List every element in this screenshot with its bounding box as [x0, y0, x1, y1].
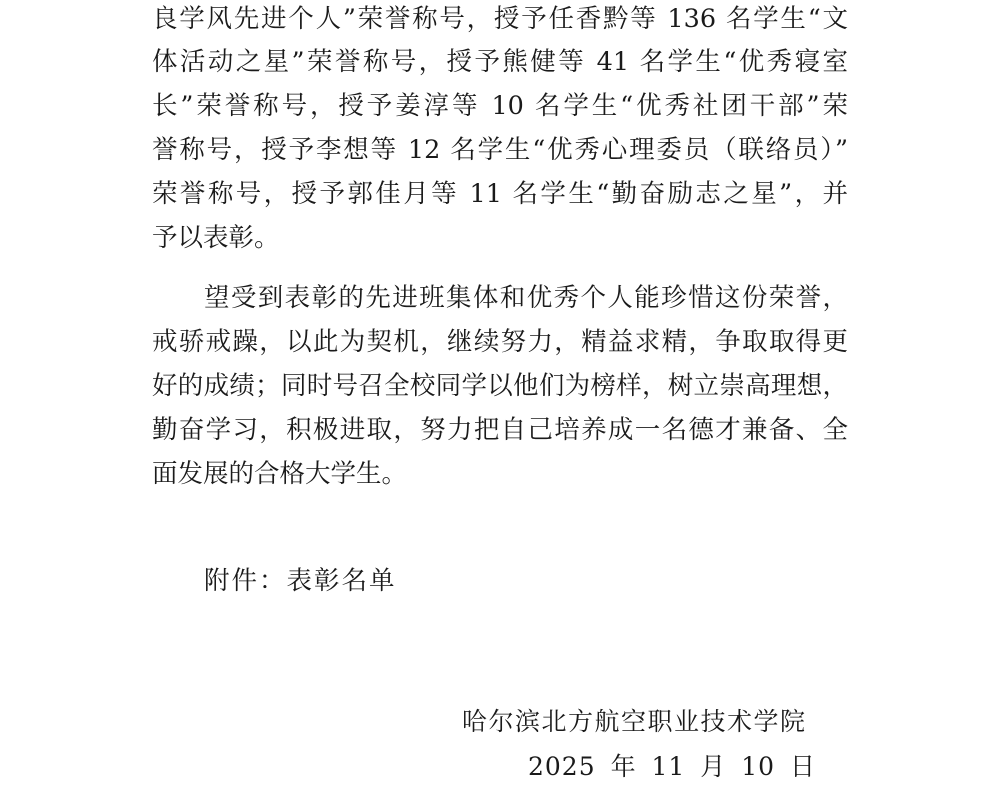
- paragraph-line: 誉称号，授予李想等 12 名学生“优秀心理委员（联络员）”: [152, 135, 848, 165]
- attachment-note: 附件：表彰名单: [204, 566, 397, 596]
- signature-organization: 哈尔滨北方航空职业技术学院: [462, 707, 807, 736]
- paragraph-line: 体活动之星”荣誉称号，授予熊健等 41 名学生“优秀寝室: [152, 47, 848, 77]
- paragraph-line: 戒骄戒躁，以此为契机，继续努力，精益求精，争取取得更: [152, 327, 848, 357]
- paragraph-line: 望受到表彰的先进班集体和优秀个人能珍惜这份荣誉，: [204, 283, 848, 313]
- paragraph-line: 良学风先进个人”荣誉称号，授予任香黔等 136 名学生“文: [152, 4, 848, 34]
- paragraph-line: 予以表彰。: [152, 223, 280, 253]
- paragraph-line: 面发展的合格大学生。: [152, 459, 408, 489]
- paragraph-line: 长”荣誉称号，授予姜淳等 10 名学生“优秀社团干部”荣: [152, 91, 848, 121]
- signature-date: 2025 年 11 月 10 日: [528, 752, 816, 781]
- paragraph-line: 勤奋学习，积极进取，努力把自己培养成一名德才兼备、全: [152, 415, 848, 445]
- paragraph-line: 荣誉称号，授予郭佳月等 11 名学生“勤奋励志之星”，并: [152, 179, 848, 209]
- paragraph-line: 好的成绩；同时号召全校同学以他们为榜样，树立崇高理想，: [152, 371, 848, 401]
